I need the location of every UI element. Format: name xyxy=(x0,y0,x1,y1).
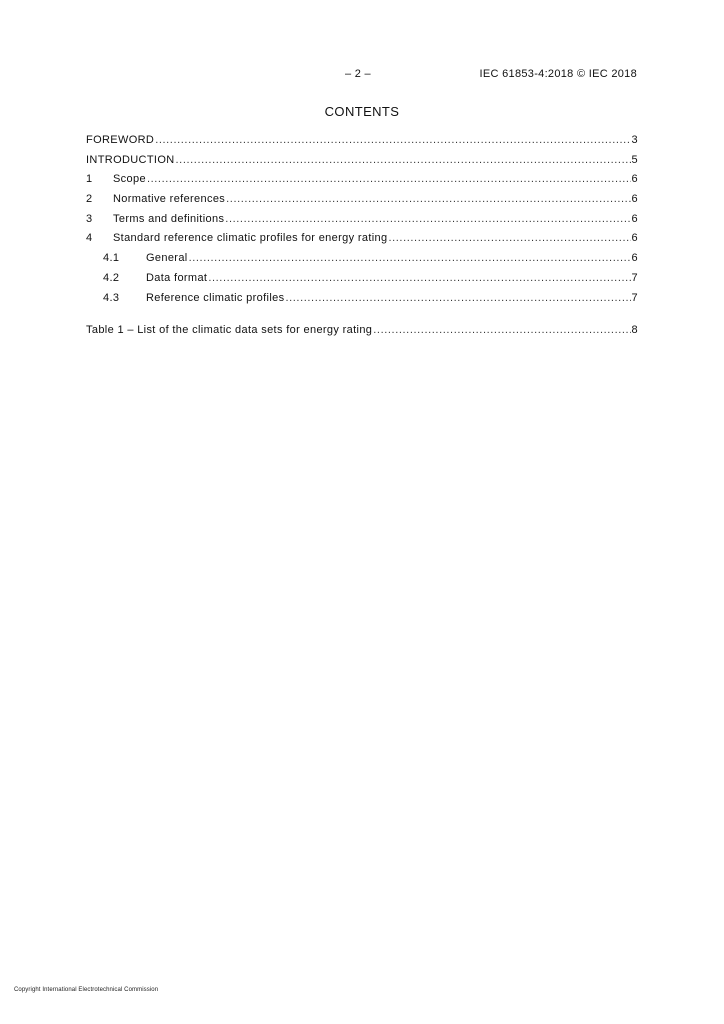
toc-entry-label: Standard reference climatic profiles for energy rating xyxy=(113,232,388,245)
toc-entry-normative-references[interactable] xyxy=(86,190,638,210)
toc-entry-table-1[interactable] xyxy=(86,321,638,341)
toc-entry-page: 3 xyxy=(631,134,638,146)
toc-entry-data-format[interactable] xyxy=(86,269,638,289)
document-identifier: IEC 61853-4:2018 © IEC 2018 xyxy=(479,68,637,80)
toc-leader-dots xyxy=(226,190,630,210)
page-number: – 2 – xyxy=(345,68,371,80)
toc-leader-dots xyxy=(225,210,630,230)
toc-entry-label: Data format xyxy=(146,271,208,284)
contents-title: CONTENTS xyxy=(324,104,400,119)
toc-leader-dots xyxy=(147,170,631,190)
toc-entry-page: 6 xyxy=(631,212,638,225)
toc-leader-dots xyxy=(285,289,630,309)
toc-entry-number: 1 xyxy=(86,173,93,186)
toc-entry-number: 4.2 xyxy=(103,271,120,284)
toc-entry-reference-climatic-profiles[interactable] xyxy=(86,289,638,309)
table-of-contents xyxy=(86,131,638,341)
toc-entry-label: Reference climatic profiles xyxy=(146,291,285,304)
toc-leader-dots xyxy=(155,131,630,151)
toc-leader-dots xyxy=(373,321,630,341)
toc-entry-terms-and-definitions[interactable] xyxy=(86,210,638,230)
toc-entry-number: 3 xyxy=(86,212,93,225)
toc-entry-label: Normative references xyxy=(113,193,226,206)
toc-leader-dots xyxy=(189,249,631,269)
toc-entry-page: 8 xyxy=(631,324,638,337)
toc-entry-introduction[interactable] xyxy=(86,151,638,171)
toc-entry-label: Terms and definitions xyxy=(113,212,225,225)
toc-entry-page: 6 xyxy=(631,193,638,206)
toc-entry-foreword[interactable] xyxy=(86,131,638,151)
toc-leader-dots xyxy=(208,269,630,289)
toc-entry-label: FOREWORD xyxy=(86,134,155,146)
toc-leader-dots xyxy=(176,151,631,171)
toc-entry-label: Scope xyxy=(113,173,146,186)
toc-entry-label: INTRODUCTION xyxy=(86,153,175,166)
toc-entry-page: 6 xyxy=(631,173,638,186)
toc-entry-general[interactable] xyxy=(86,249,638,269)
toc-entry-label: Table 1 – List of the climatic data sets for energy rating xyxy=(86,324,373,337)
toc-entry-standard-reference-climatic-profiles[interactable] xyxy=(86,229,638,249)
toc-entry-page: 6 xyxy=(631,252,638,265)
toc-entry-page: 5 xyxy=(631,153,638,166)
toc-entry-number: 4 xyxy=(86,232,93,245)
toc-entry-page: 7 xyxy=(631,291,638,304)
toc-entry-number: 4.3 xyxy=(103,291,120,304)
toc-entry-page: 6 xyxy=(631,232,638,245)
toc-entry-scope[interactable] xyxy=(86,170,638,190)
toc-leader-dots xyxy=(388,229,630,249)
copyright-notice: Copyright International Electrotechnical Commission xyxy=(14,987,159,993)
page-header xyxy=(0,68,724,84)
toc-spacer xyxy=(86,308,638,321)
toc-entry-label: General xyxy=(146,252,188,265)
toc-entry-number: 4.1 xyxy=(103,252,120,265)
toc-entry-number: 2 xyxy=(86,193,93,206)
toc-entry-page: 7 xyxy=(631,271,638,284)
